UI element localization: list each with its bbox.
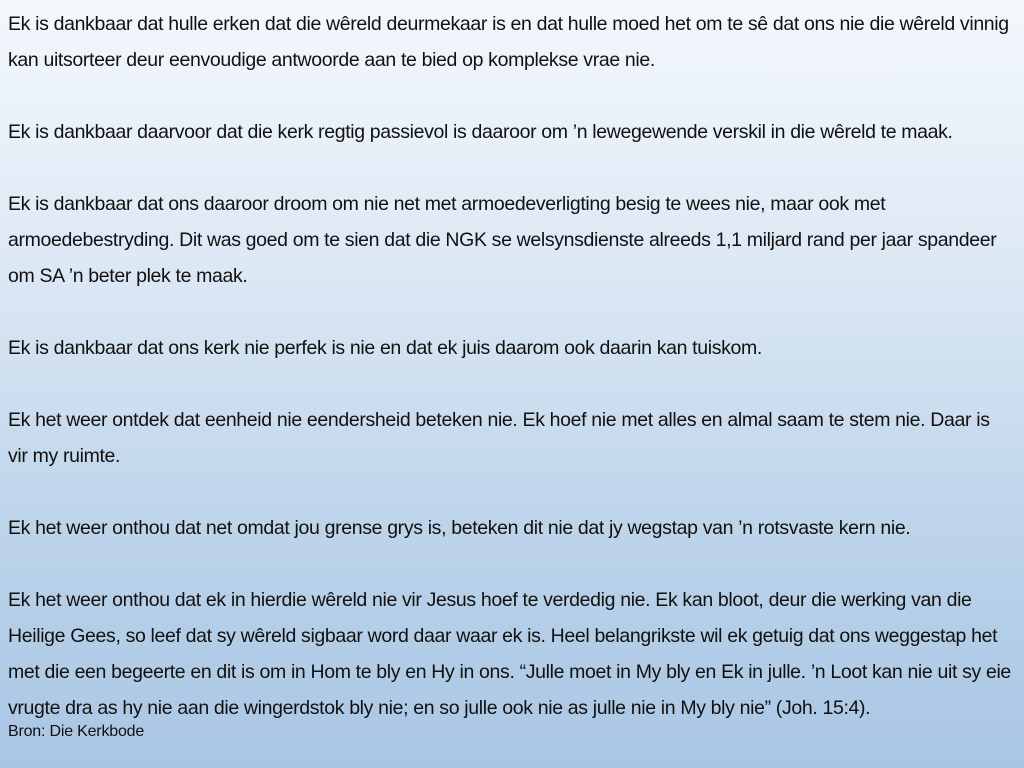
paragraph-gratitude-poverty: Ek is dankbaar dat ons daaroor droom om nie net met armoedeverligting besig te wees nie, maar ook met armoedebestryding. Dit was goed om te sien dat die NGK se welsynsdienste alreeds 1,1 miljard rand per jaar spandeer om SA ’n beter plek te maak. (8, 193, 997, 287)
paragraph-spacer (8, 78, 1014, 114)
paragraph-spacer (8, 474, 1014, 510)
paragraph-gratitude-passion: Ek is dankbaar daarvoor dat die kerk regtig passievol is daaroor om ’n lewegewende verskil in die wêreld te maak. (8, 121, 953, 143)
paragraph-spacer (8, 366, 1014, 402)
paragraph-spacer (8, 546, 1014, 582)
paragraph-boundaries: Ek het weer onthou dat net omdat jou grense grys is, beteken dit nie dat jy wegstap van ’n rotsvaste kern nie. (8, 517, 911, 539)
paragraph-spacer (8, 150, 1014, 186)
paragraph-spacer (8, 294, 1014, 330)
paragraph-gratitude-world: Ek is dankbaar dat hulle erken dat die wêreld deurmekaar is en dat hulle moed het om te sê dat ons nie die wêreld vinnig kan uitsorteer deur eenvoudige antwoorde aan te bied op komplekse vrae nie. (8, 13, 1009, 71)
paragraph-gratitude-imperfect: Ek is dankbaar dat ons kerk nie perfek is nie en dat ek juis daarom ook daarin kan tuiskom. (8, 337, 762, 359)
paragraph-jesus: Ek het weer onthou dat ek in hierdie wêreld nie vir Jesus hoef te verdedig nie. Ek kan bloot, deur die werking van die Heilige Gees, so leef dat sy wêreld sigbaar word daar waar ek is. Heel belangrikste wil ek getuig dat ons weggestap het met die een begeerte en dit is om in Hom te bly en Hy in ons. “Julle moet in My bly en Ek in julle. ’n Loot kan nie uit sy eie vrugte dra as hy nie aan die wingerdstok bly nie; en so julle ook nie as julle nie in My bly nie” (Joh. 15:4). (8, 589, 1011, 719)
source-credit: Bron: Die Kerkbode (8, 723, 145, 740)
paragraph-unity: Ek het weer ontdek dat eenheid nie eendersheid beteken nie. Ek hoef nie met alles en almal saam te stem nie. Daar is vir my ruimte. (8, 409, 990, 467)
